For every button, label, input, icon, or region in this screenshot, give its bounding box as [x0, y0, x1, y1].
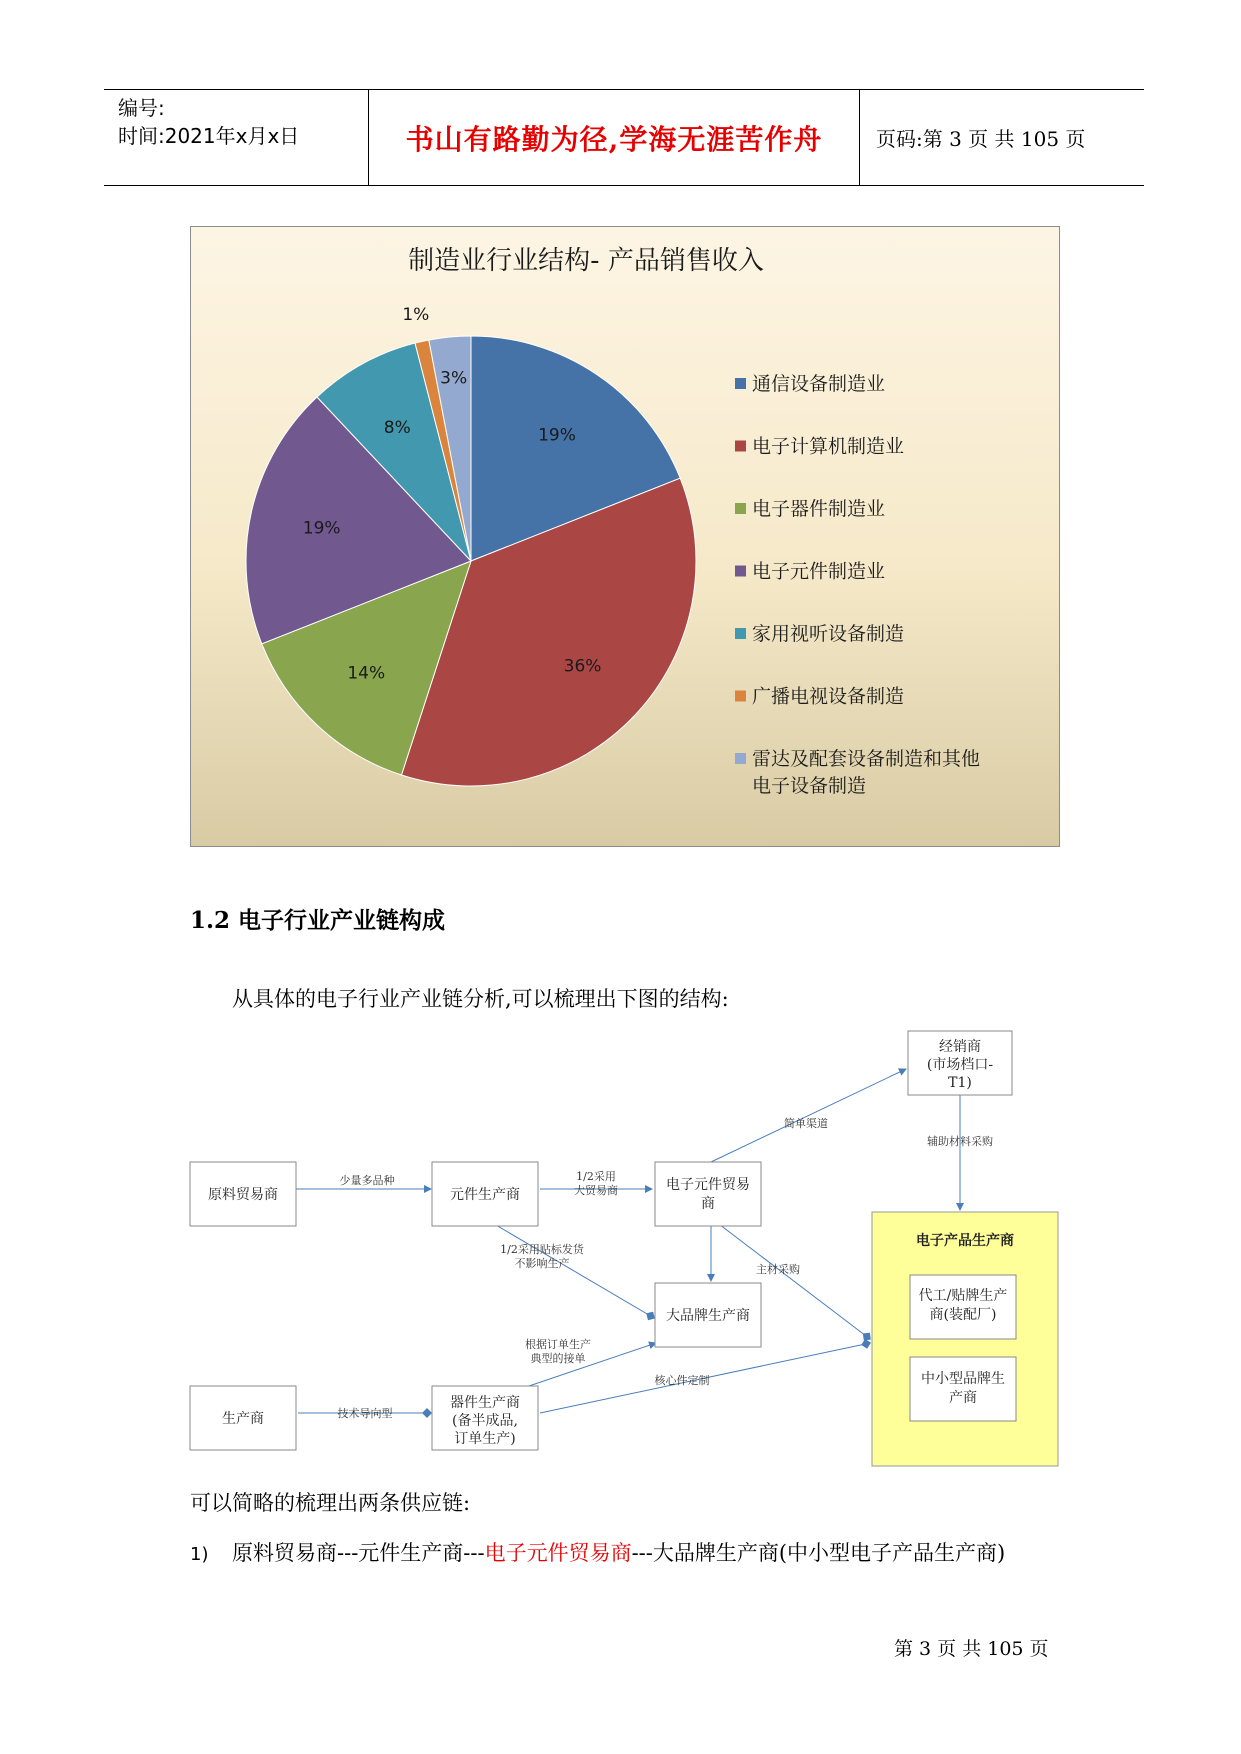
edge-label-simple-channel: 简单渠道 — [784, 1117, 828, 1130]
pie-chart-panel — [190, 226, 1060, 847]
header-page-cell — [860, 90, 1144, 185]
node-smb-label-2: 产商 — [949, 1390, 977, 1406]
node-ec-trader — [655, 1162, 761, 1226]
edge-label-tech: 技术导向型 — [337, 1407, 393, 1420]
node-distributor-label-3: T1) — [948, 1075, 972, 1091]
node-device-maker-label-2: (备半成品, — [452, 1413, 518, 1429]
node-producer-label: 生产商 — [222, 1411, 264, 1427]
node-ec-trader-label-2: 商 — [701, 1196, 715, 1212]
edge-label-order-1: 根据订单生产 — [525, 1338, 591, 1351]
node-distributor-label-1: 经销商 — [939, 1039, 981, 1055]
legend-label: 电子元件制造业 — [752, 560, 886, 583]
legend-swatch — [735, 378, 746, 389]
pie-value-label: 3% — [440, 368, 468, 389]
node-distributor-label-2: (市场档口- — [926, 1057, 994, 1073]
page-footer: 第 3 页 共 105 页 — [894, 1638, 1049, 1660]
chart-title: 制造业行业结构- 产品销售收入 — [408, 246, 764, 276]
edge-label-order-2: 典型的接单 — [530, 1352, 586, 1365]
edge-trader-to-distributor — [711, 1069, 906, 1162]
legend-label: 雷达及配套设备制造和其他 — [752, 748, 981, 770]
node-big-brand — [655, 1283, 761, 1347]
edge-label-half-1: 1/2采用 — [576, 1170, 616, 1183]
section-intro: 从具体的电子行业产业链分析,可以梳理出下图的结构: — [232, 987, 729, 1011]
legend-swatch — [735, 566, 746, 577]
node-producer — [190, 1386, 296, 1450]
list-marker: 1) — [190, 1544, 209, 1565]
header-left-cell — [104, 90, 368, 185]
legend-label: 通信设备制造业 — [752, 373, 886, 395]
header-motto: 书山有路勤为径,学海无涯苦作舟 — [405, 122, 823, 156]
legend-swatch — [735, 441, 746, 452]
section-title: 1.2 电子行业产业链构成 — [190, 907, 446, 934]
edge-label-label-ship-2: 不影响生产 — [514, 1257, 570, 1270]
node-ep-maker-label: 电子产品生产商 — [916, 1233, 1014, 1249]
node-big-brand-label: 大品牌生产商 — [666, 1308, 750, 1324]
pie-value-label: 19% — [538, 425, 576, 446]
node-oem-label-1: 代工/贴牌生产 — [918, 1288, 1008, 1304]
pie-value-label: 8% — [383, 417, 411, 438]
chain-text-highlight: 电子元件贸易商 — [484, 1541, 632, 1565]
legend-swatch — [735, 753, 746, 764]
page-header — [104, 89, 1144, 186]
legend-label: 广播电视设备制造 — [752, 685, 905, 708]
node-smb-box — [910, 1357, 1016, 1421]
header-motto-cell — [368, 90, 860, 185]
node-oem-label-2: 商(装配厂) — [929, 1307, 997, 1323]
edge-label-half-2: 大贸易商 — [574, 1184, 618, 1197]
node-distributor — [908, 1031, 1012, 1095]
legend-swatch — [735, 628, 746, 639]
node-raw-trader — [190, 1162, 296, 1226]
pie-value-label: 14% — [347, 663, 386, 684]
node-device-maker-label-1: 器件生产商 — [450, 1395, 520, 1411]
pie-value-label: 19% — [302, 518, 341, 539]
supply-chain-item-1 — [190, 1537, 1005, 1567]
node-smb-label-1: 中小型品牌生 — [921, 1371, 1005, 1387]
node-component-maker-label: 元件生产商 — [450, 1187, 520, 1203]
node-ep-maker — [872, 1212, 1058, 1466]
edge-label-small-qty: 少量多品种 — [339, 1174, 395, 1187]
legend-label: 家用视听设备制造 — [752, 623, 905, 645]
edge-label-main-material: 主材采购 — [756, 1263, 800, 1276]
legend-label: 电子器件制造业 — [752, 498, 886, 520]
legend-label: 电子设备制造 — [752, 775, 867, 797]
legend-label: 电子计算机制造业 — [752, 435, 905, 458]
pie-value-label: 36% — [563, 656, 602, 677]
document-time-label: 时间:2021年x月x日 — [118, 124, 300, 148]
chain-text-a: 原料贸易商---元件生产商--- — [232, 1541, 485, 1565]
node-component-maker — [432, 1162, 538, 1226]
node-device-maker — [432, 1386, 538, 1450]
node-ec-trader-label-1: 电子元件贸易 — [666, 1177, 750, 1193]
edge-label-core-custom: 核心件定制 — [654, 1374, 710, 1387]
summary-lead: 可以简略的梳理出两条供应链: — [190, 1491, 471, 1515]
pie-chart — [191, 227, 1059, 846]
edge-label-aux-purchase: 辅助材料采购 — [927, 1135, 993, 1148]
supply-chain-diagram — [186, 1023, 1066, 1473]
legend-swatch — [735, 503, 746, 514]
edge-label-label-ship-1: 1/2采用贴标发货 — [500, 1243, 584, 1256]
node-raw-trader-label: 原料贸易商 — [208, 1187, 278, 1203]
legend-swatch — [735, 691, 746, 702]
chain-text-b: ---大品牌生产商(中小型电子产品生产商) — [631, 1541, 1006, 1565]
header-page-number: 页码:第 3 页 共 105 页 — [876, 127, 1086, 151]
pie-value-label: 1% — [402, 305, 430, 326]
document-number-label: 编号: — [118, 96, 165, 120]
node-device-maker-label-3: 订单生产) — [454, 1431, 516, 1447]
